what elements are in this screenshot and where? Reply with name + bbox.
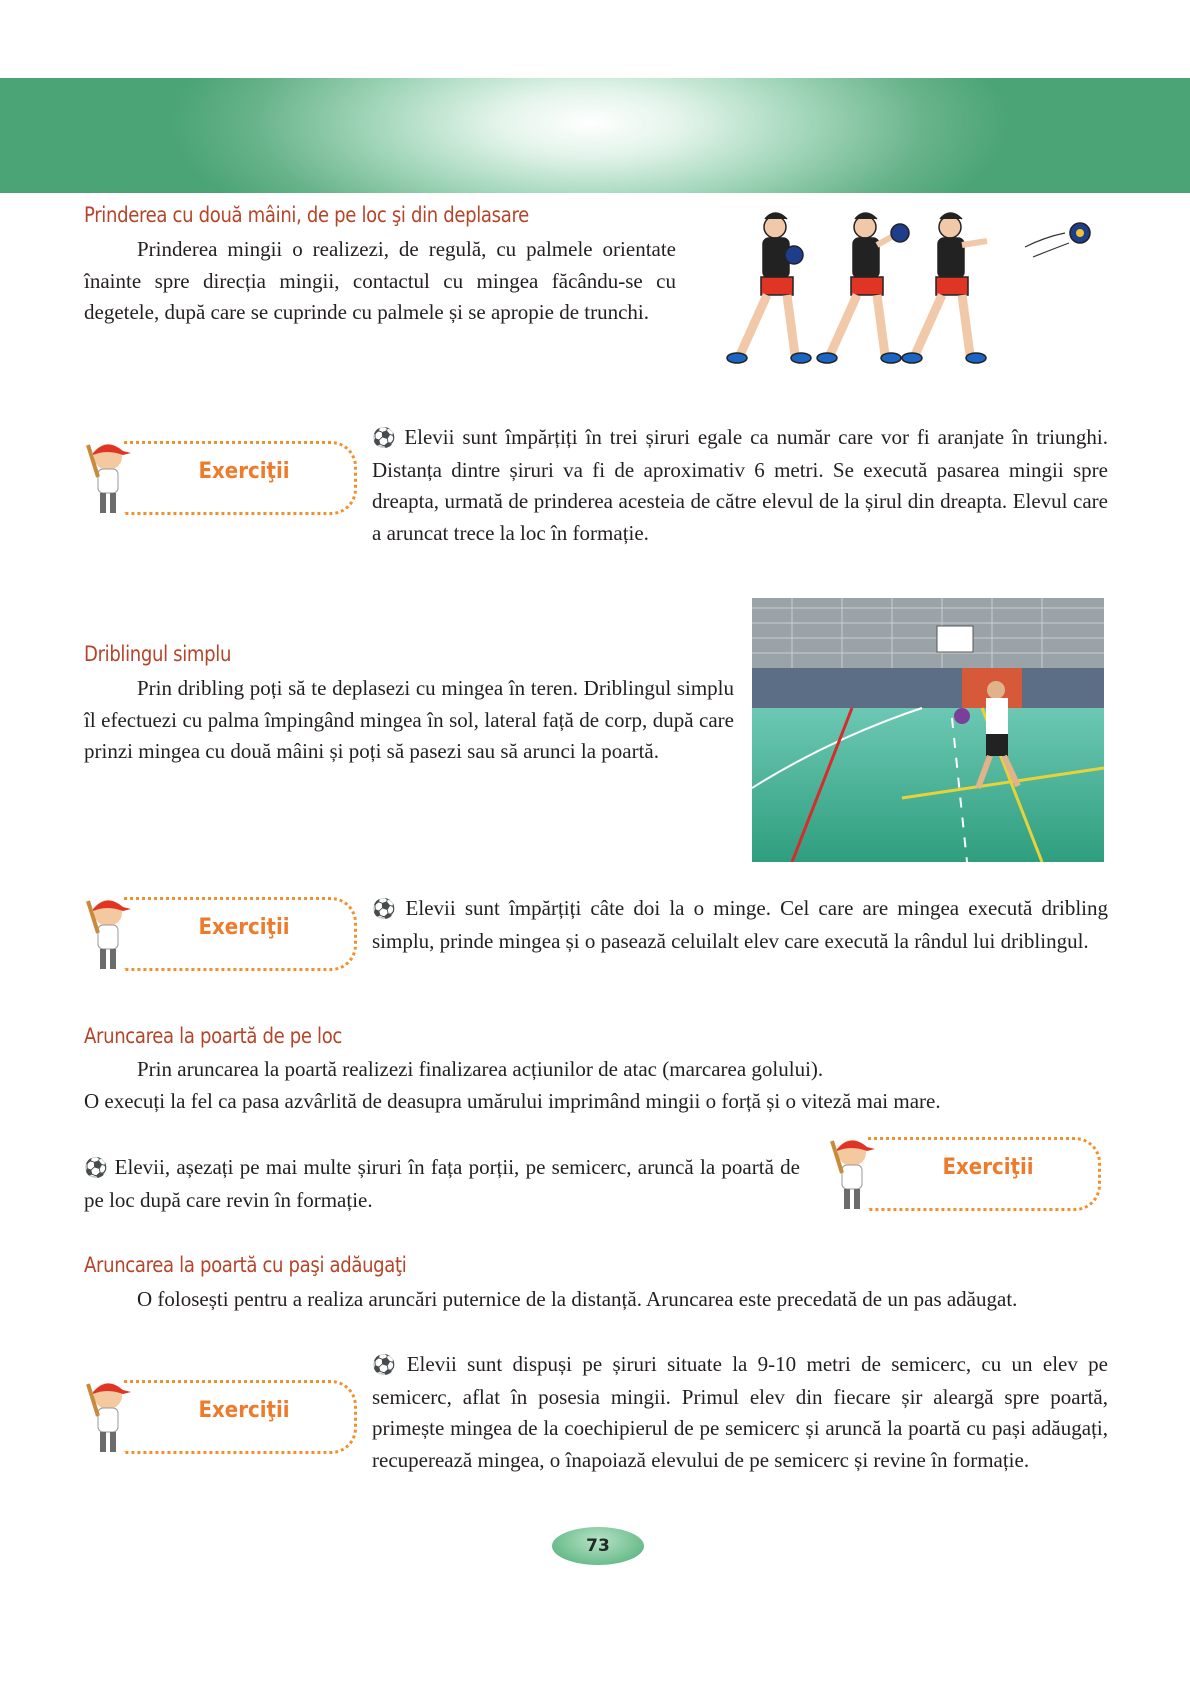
paragraph-dribbling: Prin dribling poți să te deplasezi cu mingea în teren. Driblingul simplu îl efectuezi cu palma împingând mingea în sol, lateral față de corp, după care prinzi mingea cu două mâini și poți să pasezi sau să arunci la poartă. bbox=[84, 676, 734, 763]
header-band bbox=[0, 78, 1190, 193]
kid-mascot-icon bbox=[84, 893, 134, 973]
section-heading-shooting-steps: Aruncarea la poartă cu paşi adăugaţi bbox=[84, 1253, 407, 1277]
exercise-box bbox=[84, 1376, 362, 1456]
section-heading-dribbling: Driblingul simplu bbox=[84, 642, 232, 666]
catching-illustration bbox=[695, 205, 1103, 385]
soccer-ball-icon: ⚽ bbox=[372, 427, 399, 449]
paragraph-exercise2: ⚽ Elevii sunt împărțiți câte doi la o minge. Cel care are mingea execută dribling simplu, prinde mingea și o pasează celuilalt elev care execută la rândul lui driblingul. bbox=[372, 896, 1108, 953]
exercise-box bbox=[828, 1133, 1106, 1213]
kid-mascot-icon bbox=[828, 1133, 878, 1213]
dribbling-photo bbox=[752, 598, 1104, 862]
exercise-label: Exerciţii bbox=[942, 1155, 1034, 1180]
paragraph-catching: Prinderea mingii o realizezi, de regulă, cu palmele orientate înainte spre direcția mingii, contactul cu mingea făcându-se cu degetele, după care se cuprinde cu palmele și se apropie de trunchi. bbox=[84, 237, 676, 324]
paragraph-shooting-standing: Prin aruncarea la poartă realizezi finalizarea acțiunilor de atac (marcarea golului). O execuți la fel ca pasa azvârlită de deasupra umărului imprimând mingii o forță și o viteză mai mare. bbox=[84, 1057, 941, 1113]
paragraph-shooting-steps: O folosești pentru a realiza aruncări puternice de la distanță. Aruncarea este precedată de un pas adăugat. bbox=[137, 1287, 1018, 1311]
exercise-box bbox=[84, 437, 362, 517]
soccer-ball-icon: ⚽ bbox=[84, 1157, 109, 1179]
soccer-ball-icon: ⚽ bbox=[372, 1354, 401, 1376]
exercise-label: Exerciţii bbox=[198, 915, 290, 940]
kid-mascot-icon bbox=[84, 437, 134, 517]
soccer-ball-icon: ⚽ bbox=[372, 898, 400, 920]
section-heading-catching: Prinderea cu două mâini, de pe loc şi din deplasare bbox=[84, 203, 529, 227]
section-heading-shooting-standing: Aruncarea la poartă de pe loc bbox=[84, 1024, 342, 1048]
exercise-box bbox=[84, 893, 362, 973]
paragraph-exercise3: ⚽ Elevii, așezați pe mai multe șiruri în fața porții, pe semicerc, aruncă la poartă de pe loc după care revin în formație. bbox=[84, 1155, 800, 1212]
kid-mascot-icon bbox=[84, 1376, 134, 1456]
page-number: 73 bbox=[552, 1527, 644, 1565]
paragraph-exercise1: ⚽ Elevii sunt împărțiți în trei șiruri egale ca număr care vor fi aranjate în triunghi. Distanța dintre șiruri va fi de aproximativ 6 metri. Se execută pasarea mingii spre dreapta, urmată de prinderea acesteia de către elevul de la șirul din dreapta. Elevul care a aruncat trece la loc în formație. bbox=[372, 425, 1108, 545]
exercise-label: Exerciţii bbox=[198, 1398, 290, 1423]
exercise-label: Exerciţii bbox=[198, 459, 290, 484]
paragraph-exercise4: ⚽ Elevii sunt dispuși pe șiruri situate la 9-10 metri de semicerc, cu un elev pe semicerc, aflat în posesia mingii. Primul elev din fiecare șir aleargă spre poartă, primește mingea de la coechipierul de pe semicerc și aruncă la poartă cu pași adăugați, recuperează mingea, o înapoiază elevului de pe semicerc și revine în formație. bbox=[372, 1352, 1108, 1472]
